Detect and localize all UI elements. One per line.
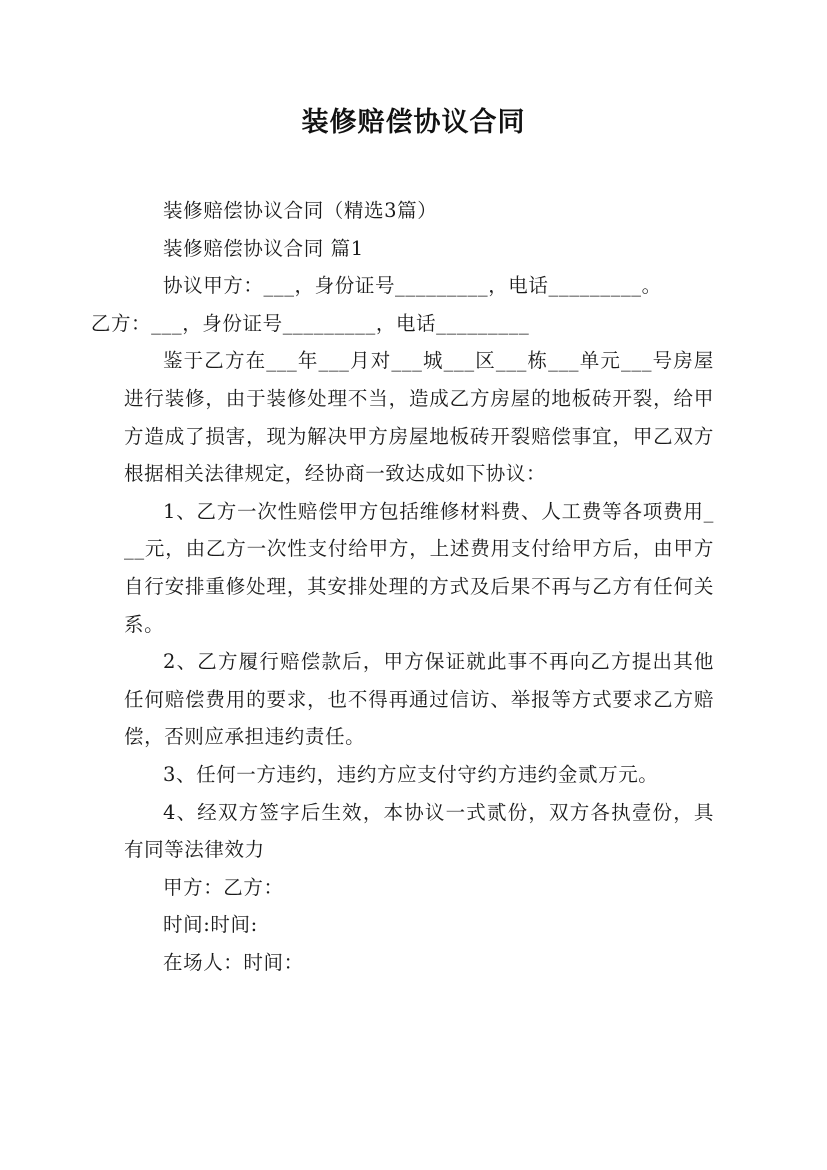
date-line: 时间:时间: xyxy=(163,913,258,937)
clause-3-paragraph: 3、任何一方违约，违约方应支付守约方违约金贰万元。 xyxy=(163,762,659,786)
clause-4-paragraph: 4、经双方签字后生效，本协议一式贰份，双方各执壹份，具有同等法律效力 xyxy=(124,800,714,862)
subtitle-paragraph: 装修赔偿协议合同（精选3篇） xyxy=(163,199,438,222)
party-b-line: 乙方：___，身份证号_________，电话_________ xyxy=(90,311,530,335)
document-title: 装修赔偿协议合同 xyxy=(301,107,526,138)
clause-2-paragraph: 2、乙方履行赔偿款后，甲方保证就此事不再向乙方提出其他任何赔偿费用的要求，也不得再通过信访、举报等方式要求乙方赔偿，否则应承担违约责任。 xyxy=(124,650,714,749)
signature-line: 甲方：乙方： xyxy=(163,875,284,899)
party-a-line: 协议甲方：___，身份证号_________，电话_________。 xyxy=(163,274,662,298)
clause-1-paragraph: 1、乙方一次性赔偿甲方包括维修材料费、人工费等各项费用___元，由乙方一次性支付给甲方，上述费用支付给甲方后，由甲方自行安排重修处理，其安排处理的方式及后果不再与乙方有任何关系。 xyxy=(124,499,714,636)
section-heading: 装修赔偿协议合同 篇1 xyxy=(163,236,364,260)
witness-line: 在场人：时间： xyxy=(163,950,304,974)
preamble-paragraph: 鉴于乙方在___年___月对___城___区___栋___单元___号房屋进行装修，由于装修处理不当，造成乙方房屋的地板砖开裂，给甲方造成了损害，现为解决甲方房屋地板砖开裂赔偿事宜，甲乙双方根据相关法律规定，经协商一致达成如下协议： xyxy=(124,349,714,486)
document-body xyxy=(90,192,714,981)
